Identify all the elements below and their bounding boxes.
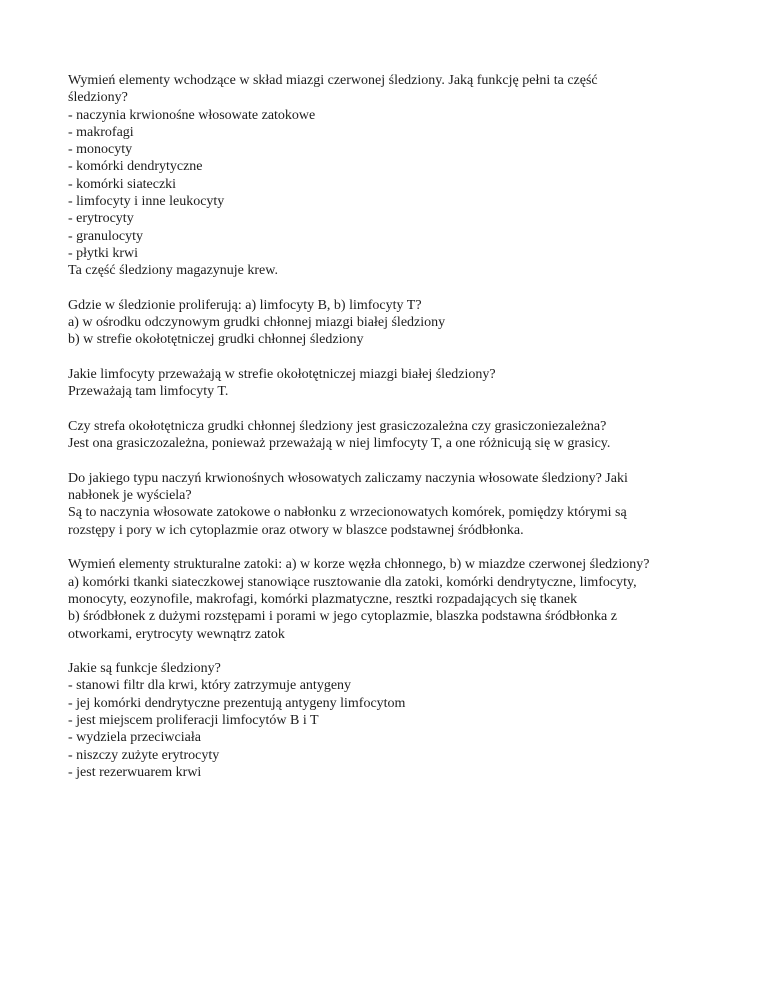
text-line: Czy strefa okołotętnicza grudki chłonnej śledziony jest grasiczozależna czy grasiczoniezależna? xyxy=(68,418,607,434)
text-line: - wydziela przeciwciała xyxy=(68,730,201,746)
text-line: - jest miejscem proliferacji limfocytów B i T xyxy=(68,712,319,728)
text-line: - makrofagi xyxy=(68,124,134,140)
text-line: - limfocyty i inne leukocyty xyxy=(68,194,225,210)
text-line: otworkami, erytrocyty wewnątrz zatok xyxy=(68,626,285,642)
text-line: - monocyty xyxy=(68,142,133,158)
text-line: Gdzie w śledzionie proliferują: a) limfocyty B, b) limfocyty T? xyxy=(68,297,422,313)
text-line: Ta część śledziony magazynuje krew. xyxy=(68,263,278,279)
paragraph-periarterial-zone-lymphocytes-qa xyxy=(68,366,693,401)
text-line: - erytrocyty xyxy=(68,211,134,227)
text-line: Wymień elementy strukturalne zatoki: a) w korze węzła chłonnego, b) w miazdze czerwonej śledziony? xyxy=(68,557,650,573)
text-line: - granulocyty xyxy=(68,228,144,244)
text-line: śledziony? xyxy=(68,90,128,106)
text-line: - komórki dendrytyczne xyxy=(68,159,203,175)
text-line: Jakie są funkcje śledziony? xyxy=(68,661,221,677)
text-line: monocyty, eozynofile, makrofagi, komórki plazmatyczne, resztki rozpadających się tkanek xyxy=(68,591,578,607)
text-line: - płytki krwi xyxy=(68,245,138,261)
text-line: Przeważają tam limfocyty T. xyxy=(68,384,229,400)
text-line: - komórki siateczki xyxy=(68,176,177,192)
text-line: - jej komórki dendrytyczne prezentują antygeny limfocytom xyxy=(68,695,406,711)
text-line: Do jakiego typu naczyń krwionośnych włosowatych zaliczamy naczynia włosowate śledziony? Jaki xyxy=(68,470,628,486)
paragraph-sinus-structural-elements-qa xyxy=(68,556,693,642)
text-line: b) śródbłonek z dużymi rozstępami i porami w jego cytoplazmie, blaszka podstawna śródbłonka z xyxy=(68,609,617,625)
text-line: - naczynia krwionośne włosowate zatokowe xyxy=(68,107,316,123)
paragraph-thymus-dependence-qa xyxy=(68,418,693,453)
text-line: a) w ośrodku odczynowym grudki chłonnej miazgi białej śledziony xyxy=(68,315,446,331)
text-line: Jakie limfocyty przeważają w strefie okołotętniczej miazgi białej śledziony? xyxy=(68,367,496,383)
text-line: Jest ona grasiczozależna, ponieważ przeważają w niej limfocyty T, a one różnicują się w grasicy. xyxy=(68,436,611,452)
text-line: - stanowi filtr dla krwi, który zatrzymuje antygeny xyxy=(68,678,352,694)
paragraph-capillary-type-qa xyxy=(68,470,693,539)
document-text-area[interactable] xyxy=(68,72,693,781)
text-line: rozstępy i pory w ich cytoplazmie oraz otwory w blaszce podstawnej śródbłonka. xyxy=(68,522,524,538)
paragraph-red-pulp-elements-qa xyxy=(68,72,693,280)
text-line: Są to naczynia włosowate zatokowe o nabłonku z wrzecionowatych komórek, pomiędzy którymi są xyxy=(68,505,627,521)
text-line: - jest rezerwuarem krwi xyxy=(68,764,202,780)
text-line: a) komórki tkanki siateczkowej stanowiące rusztowanie dla zatoki, komórki dendrytyczne, limfocyty, xyxy=(68,574,637,590)
text-line: nabłonek je wyściela? xyxy=(68,488,192,504)
text-line: Wymień elementy wchodzące w skład miazgi czerwonej śledziony. Jaką funkcję pełni ta część xyxy=(68,73,598,88)
paragraph-spleen-functions-qa xyxy=(68,660,693,781)
text-line: - niszczy zużyte erytrocyty xyxy=(68,747,220,763)
paragraph-lymphocyte-proliferation-qa xyxy=(68,297,693,349)
text-line: b) w strefie okołotętniczej grudki chłonnej śledziony xyxy=(68,332,364,348)
